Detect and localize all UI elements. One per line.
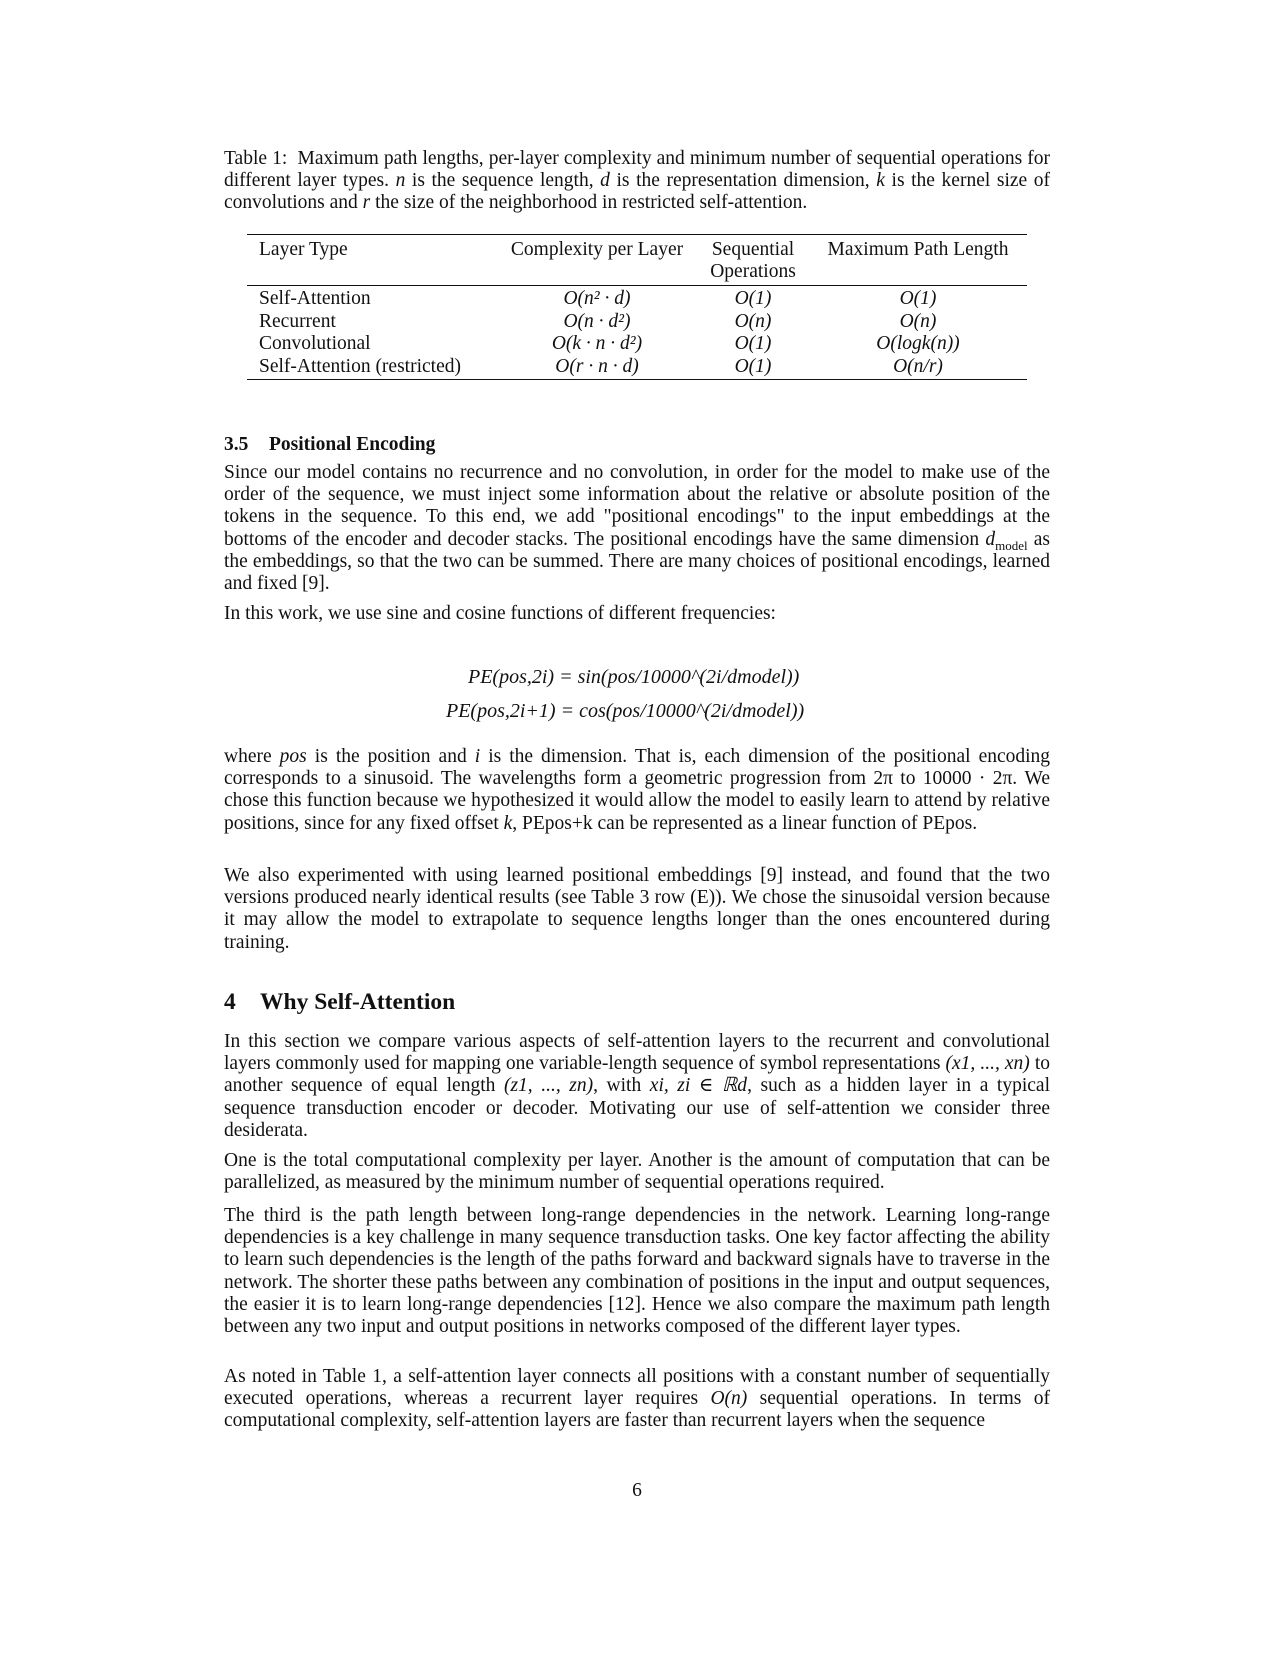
- cell-path: O(logk(n)): [876, 333, 960, 355]
- math-o-n: O(n): [710, 1388, 748, 1410]
- complexity-table: [247, 234, 1027, 380]
- section-heading-positional-encoding: [224, 434, 435, 456]
- table-row: [247, 286, 1027, 311]
- paragraph: [224, 462, 1050, 595]
- paragraph: The third is the path length between long-range dependencies in the network. Learning long-range dependencies is a key challenge in many sequence transduction tasks. One key factor affecting the ability to learn such dependencies is the length of the paths forward and backward signals have to traverse in the network. The shorter these paths between any combination of positions in the input and output sequences, the easier it is to learn long-range dependencies [12]. Hence we also compare the maximum path length between any two input and output positions in networks composed of the different layer types.: [224, 1205, 1050, 1338]
- paragraph-text: , such as a hidden layer in a typical sequence transduction encoder or decoder. Motivating our use of self-attention we consider three desiderata.: [224, 1075, 1050, 1141]
- header-sequential-line1: Sequential: [711, 239, 795, 260]
- table-row: [247, 333, 1027, 356]
- table-caption: [224, 148, 1050, 215]
- header-path-length: Maximum Path Length: [827, 239, 1009, 260]
- math-real-d: xi, zi ∈ ℝd: [649, 1075, 748, 1097]
- table-header-row: [247, 235, 1027, 286]
- paragraph-text: sequential operations. In terms of computational complexity, self-attention layers are faster than recurrent layers when the sequence: [224, 1388, 1050, 1432]
- cell-complexity: O(n² · d): [563, 288, 631, 309]
- paragraph-text: to another sequence of equal length: [224, 1053, 1050, 1097]
- paragraph-text: As noted in Table 1, a self-attention layer connects all positions with a constant number of sequentially executed operations, whereas a recurrent layer requires: [224, 1366, 1050, 1410]
- section-title: Positional Encoding: [269, 434, 436, 455]
- paragraph-text: as the embeddings, so that the two can be summed. There are many choices of positional encodings, learned and fixed [9].: [224, 528, 1051, 595]
- var-i: i: [474, 746, 481, 767]
- cell-path: O(1): [899, 288, 937, 309]
- cell-sequential: O(n): [734, 310, 772, 332]
- paragraph-text: is the dimension. That is, each dimension of the positional encoding corresponds to a sinusoid. The wavelengths form a geometric progression from 2π to 10000 · 2π. We chose this function because we hypothesized it would allow the model to easily learn to attend by relative positions, since for any fixed offset: [224, 746, 1051, 834]
- paragraph-text: PEpos+k can be represented as a linear function of PEpos.: [522, 812, 978, 834]
- math-z-seq: (z1, ..., zn): [503, 1075, 594, 1097]
- paragraph: We also experimented with using learned positional embeddings [9] instead, and found that the two versions produced nearly identical results (see Table 3 row (E)). We chose the sinusoidal version because it may allow the model to extrapolate to sequence lengths longer than the ones encountered during training.: [224, 865, 1050, 953]
- paragraph-text: Since our model contains no recurrence and no convolution, in order for the model to make use of the order of the sequence, we must inject some information about the relative or absolute position of the tokens in the sequence. To this end, we add "positional encodings" to the input embeddings at the bottoms of the encoder and decoder stacks. The positional encodings have the same dimension: [224, 462, 1050, 550]
- section-title: Why Self-Attention: [260, 989, 456, 1015]
- dmodel-d: d: [985, 528, 996, 550]
- paragraph-text: is the position and: [314, 746, 467, 767]
- header-layer-type: Layer Type: [259, 239, 348, 260]
- caption-text: Maximum path lengths, per-layer complexity and minimum number of sequential operations for different layer types.: [224, 148, 1051, 192]
- caption-text: is the kernel size of convolutions and: [224, 170, 1050, 214]
- section-number: 3.5: [224, 434, 249, 455]
- cell-path: O(n): [899, 310, 937, 332]
- header-sequential: [697, 235, 809, 286]
- table-row: [247, 356, 1027, 380]
- cell-layer: Self-Attention: [259, 288, 371, 309]
- cell-path: O(n/r): [893, 355, 943, 377]
- dmodel-symbol: [985, 528, 1028, 553]
- cell-sequential: O(1): [734, 333, 772, 355]
- cell-sequential: O(1): [734, 288, 772, 309]
- dmodel-sub: model: [995, 537, 1028, 553]
- paragraph: [224, 1366, 1050, 1433]
- paragraph-text: , with: [593, 1075, 642, 1097]
- paragraph: One is the total computational complexity per layer. Another is the amount of computation that can be parallelized, as measured by the minimum number of sequential operations required.: [224, 1150, 1050, 1194]
- math-x-seq: (x1, ..., xn): [945, 1053, 1030, 1075]
- section-heading-why-self-attention: [224, 991, 455, 1013]
- equation-sin: PE(pos,2i) = sin(pos/10000^(2i/dmodel)): [468, 666, 800, 688]
- paragraph-text: where: [224, 746, 272, 767]
- cell-layer: Convolutional: [259, 333, 371, 355]
- caption-text: is the representation dimension,: [616, 170, 870, 192]
- var-d: d: [600, 170, 610, 192]
- cell-sequential: O(1): [734, 355, 772, 377]
- cell-complexity: O(k · n · d²): [551, 333, 643, 355]
- page-number: 6: [632, 1480, 642, 1501]
- var-n: n: [395, 170, 406, 192]
- cell-complexity: O(r · n · d): [555, 355, 639, 377]
- paragraph: In this work, we use sine and cosine functions of different frequencies:: [224, 603, 776, 624]
- var-k: k: [503, 812, 513, 834]
- paragraph: [224, 1031, 1050, 1142]
- paragraph-text: In this section we compare various aspects of self-attention layers to the recurrent and convolutional layers commonly used for mapping one variable-length sequence of symbol representations: [224, 1031, 1050, 1075]
- caption-label: Table 1:: [224, 148, 288, 169]
- var-r: r: [362, 192, 371, 214]
- header-complexity: Complexity per Layer: [510, 239, 684, 260]
- caption-text: is the sequence length,: [411, 170, 594, 192]
- var-pos: pos: [279, 746, 307, 767]
- caption-text: the size of the neighborhood in restricted self-attention.: [375, 192, 808, 214]
- cell-layer: Self-Attention (restricted): [259, 355, 461, 377]
- cell-complexity: O(n · d²): [563, 310, 631, 332]
- var-k: k: [876, 170, 885, 192]
- equation-cos: PE(pos,2i+1) = cos(pos/10000^(2i/dmodel)): [446, 700, 805, 722]
- table-row: [247, 311, 1027, 334]
- header-sequential-line2: Operations: [710, 261, 796, 282]
- cell-layer: Recurrent: [259, 310, 336, 332]
- paragraph: where pos is the position and i is the dimension. That is, each dimension of the positional encoding corresponds to a sinusoid. The wavelengths form a geometric progression from 2π to 10000 · 2π. We chose this function because we hypothesized it would allow the model to easily learn to attend by relative positions, since for any fixed offset k, PEpos+k can be represented as a linear function of PEpos.: [224, 746, 1051, 834]
- section-number: 4: [224, 989, 236, 1015]
